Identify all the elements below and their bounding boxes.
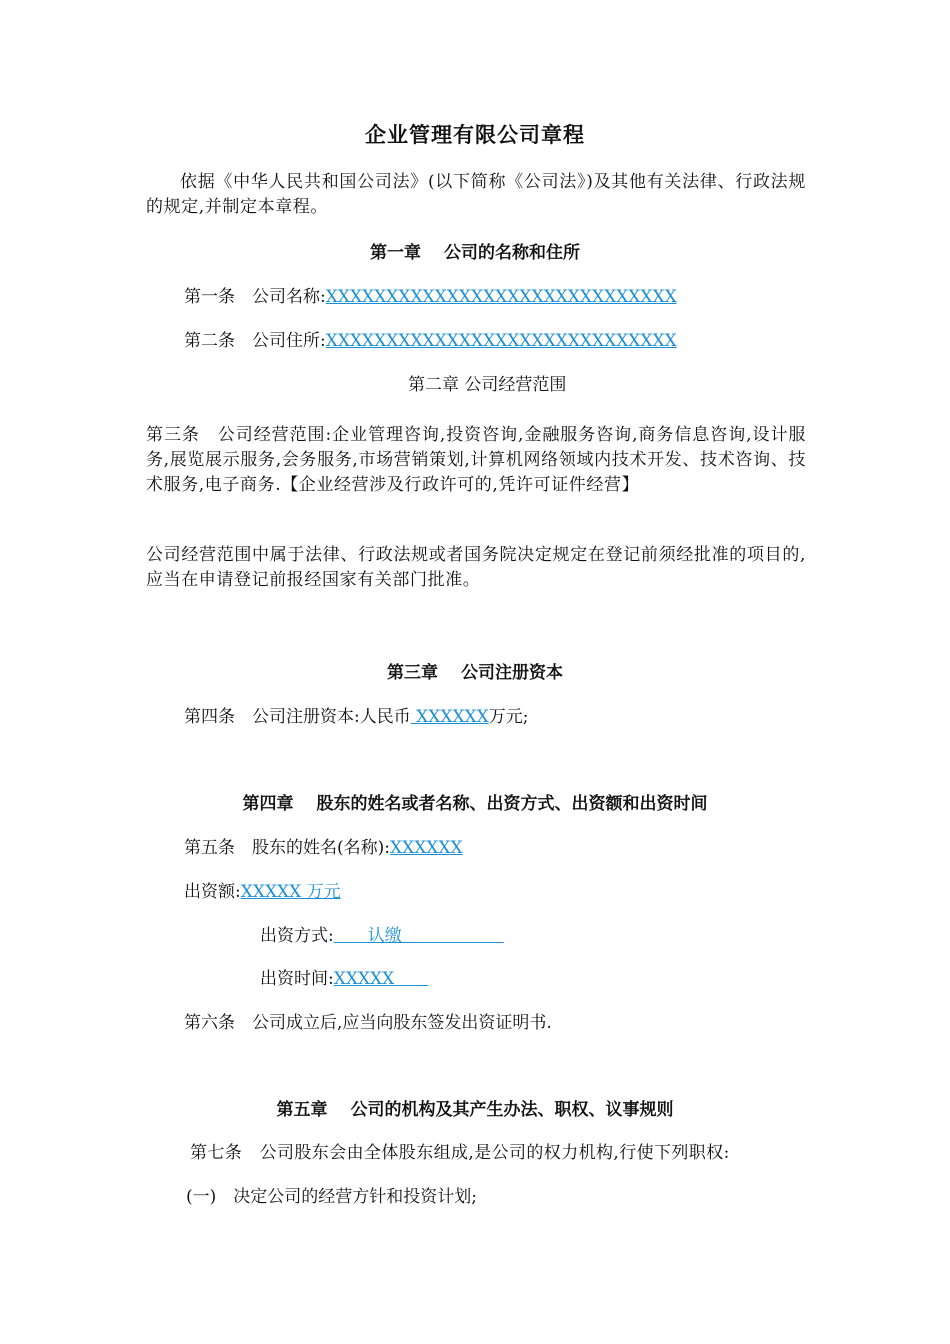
registered-capital-field: XXXXXX <box>410 707 489 727</box>
contribution-method <box>260 925 504 947</box>
contribution-amount-field: XXXXX 万元 <box>240 882 341 902</box>
article-2-label: 第二条 公司住所: <box>184 331 326 351</box>
chapter-3-heading: 第三章 公司注册资本 <box>387 663 563 683</box>
contribution-method-field: 认缴 <box>333 926 504 946</box>
shareholder-name-field: XXXXXX <box>390 838 463 858</box>
chapter-2-heading: 第二章 公司经营范围 <box>408 375 567 395</box>
article-1-label: 第一条 公司名称: <box>184 287 326 307</box>
article-2 <box>184 330 677 352</box>
intro-paragraph: 依据《中华人民共和国公司法》(以下简称《公司法》)及其他有关法律、行政法规的规定,并制定本章程。 <box>146 172 806 217</box>
article-4 <box>184 706 529 728</box>
article-1 <box>184 286 677 308</box>
chapter-1-heading: 第一章 公司的名称和住所 <box>370 243 580 263</box>
contribution-time-label: 出资时间: <box>260 969 334 989</box>
company-name-field: XXXXXXXXXXXXXXXXXXXXXXXXXXXXX <box>325 287 677 307</box>
article-5-label: 第五条 股东的姓名(名称): <box>184 838 390 858</box>
document-title: 企业管理有限公司章程 <box>365 122 585 147</box>
article-6: 第六条 公司成立后,应当向股东签发出资证明书. <box>184 1013 552 1033</box>
contribution-amount <box>184 881 341 903</box>
article-7: 第七条 公司股东会由全体股东组成,是公司的权力机构,行使下列职权: <box>190 1143 730 1163</box>
business-scope-note: 公司经营范围中属于法律、行政法规或者国务院决定规定在登记前须经批准的项目的,应当在申请登记前报经国家有关部门批准。 <box>146 545 806 590</box>
article-5 <box>184 837 463 859</box>
chapter-5-heading: 第五章 公司的机构及其产生办法、职权、议事规则 <box>276 1100 674 1120</box>
article-7-item-1: (一) 决定公司的经营方针和投资计划; <box>186 1187 477 1207</box>
article-4-label: 第四条 公司注册资本:人民币 <box>184 707 411 727</box>
contribution-method-label: 出资方式: <box>260 926 334 946</box>
contribution-time <box>260 968 428 990</box>
contribution-time-field: XXXXX <box>333 969 429 989</box>
contribution-amount-label: 出资额: <box>184 882 241 902</box>
company-address-field: XXXXXXXXXXXXXXXXXXXXXXXXXXXXX <box>325 331 677 351</box>
article-4-unit: 万元; <box>488 707 529 727</box>
article-3: 第三条 公司经营范围:企业管理咨询,投资咨询,金融服务咨询,商务信息咨询,设计服务,展览展示服务,会务服务,市场营销策划,计算机网络领域内技术开发、技术咨询、技术服务,电子商务.【企业经营涉及行政许可的,凭许可证件经营】 <box>146 425 806 495</box>
chapter-4-heading: 第四章 股东的姓名或者名称、出资方式、出资额和出资时间 <box>242 794 708 814</box>
